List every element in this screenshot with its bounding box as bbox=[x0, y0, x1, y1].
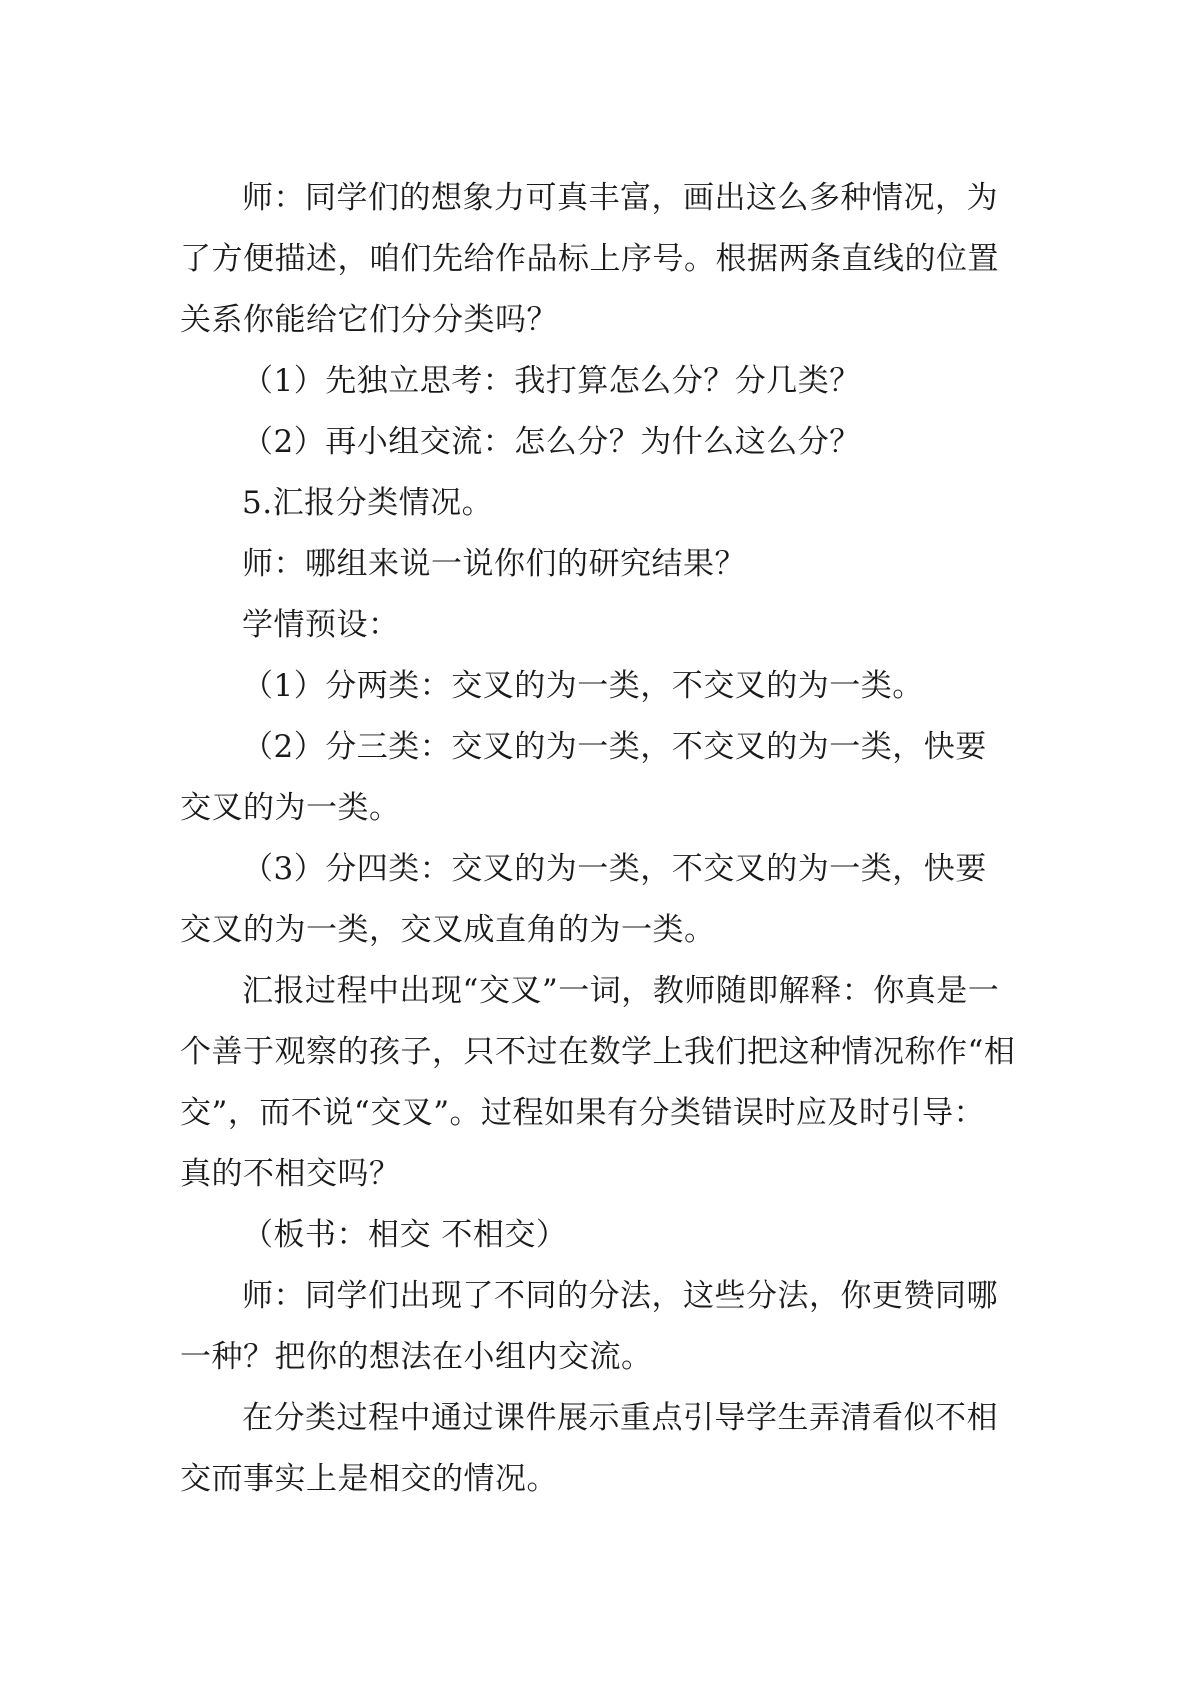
paragraph-courseware: 在分类过程中通过课件展示重点引导学生弄清看似不相交而事实上是相交的情况。 bbox=[180, 1400, 998, 1497]
paragraph-teacher-question: 师：哪组来说一说你们的研究结果？ bbox=[242, 546, 746, 582]
paragraph-explanation: 汇报过程中出现“交叉”一词，教师随即解释：你真是一个善于观察的孩子，只不过在数学上我们把这种情况称作“相交”，而不说“交叉”。过程如果有分类错误时应及时引导：真的不相交吗？ bbox=[180, 973, 1016, 1192]
paragraph-section-5: 5.汇报分类情况。 bbox=[242, 485, 494, 521]
paragraph-preset-3: （3）分四类：交叉的为一类，不交叉的为一类，快要交叉的为一类，交叉成直角的为一类。 bbox=[180, 851, 987, 948]
paragraph-preset-heading: 学情预设： bbox=[242, 607, 400, 643]
paragraph-teacher-intro: 师：同学们的想象力可真丰富，画出这么多种情况，为了方便描述，咱们先给作品标上序号。根据两条直线的位置关系你能给它们分分类吗？ bbox=[180, 180, 999, 338]
paragraph-step-discuss: （2）再小组交流：怎么分？为什么这么分？ bbox=[242, 424, 861, 460]
paragraph-preset-2: （2）分三类：交叉的为一类，不交叉的为一类，快要交叉的为一类。 bbox=[180, 729, 987, 826]
document-body bbox=[180, 168, 1016, 1510]
paragraph-step-think: （1）先独立思考：我打算怎么分？分几类？ bbox=[242, 363, 861, 399]
paragraph-teacher-followup: 师：同学们出现了不同的分法，这些分法，你更赞同哪一种？把你的想法在小组内交流。 bbox=[180, 1278, 998, 1375]
paragraph-board-note: （板书：相交 不相交） bbox=[242, 1217, 568, 1253]
paragraph-preset-1: （1）分两类：交叉的为一类，不交叉的为一类。 bbox=[242, 668, 924, 704]
